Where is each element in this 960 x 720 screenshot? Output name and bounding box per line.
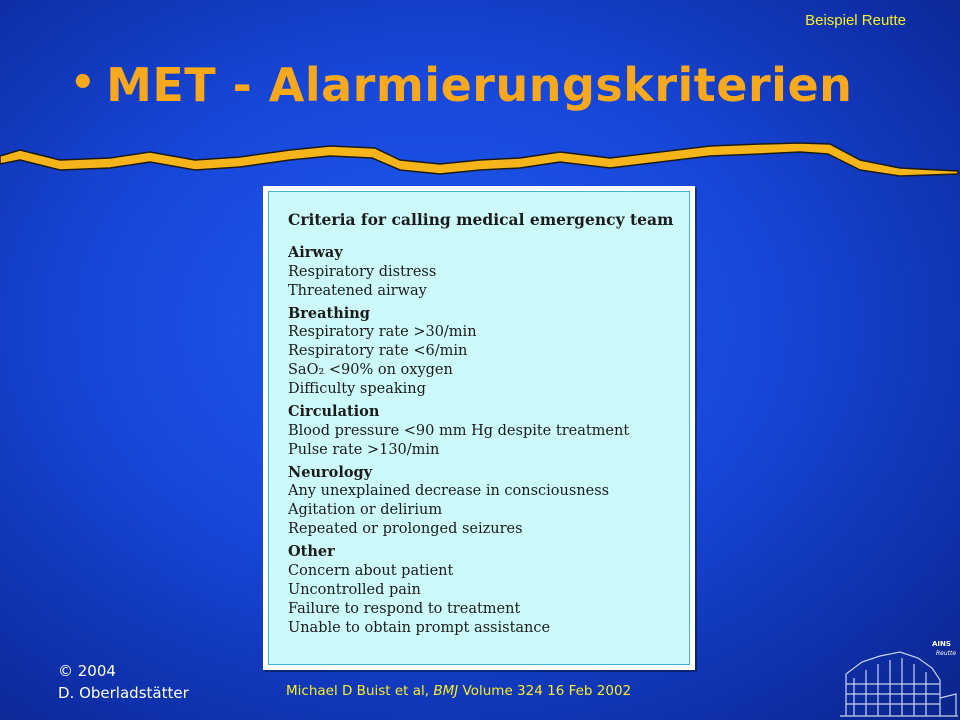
citation-suffix: Volume 324 16 Feb 2002 [458,683,632,699]
section-title: Neurology [288,463,373,481]
criteria-item: Agitation or delirium [288,502,443,518]
criteria-item: Concern about patient [288,562,454,579]
card-heading: Criteria for calling medical emergency team [288,210,674,229]
title-text: MET - Alarmierungskriterien [106,58,853,112]
criteria-item: Respiratory distress [288,263,437,280]
hospital-building-icon [840,634,958,718]
criteria-item: Repeated or prolonged seizures [288,521,523,537]
section-airway [288,244,689,301]
criteria-item: Any unexplained decrease in consciousness [288,483,610,499]
criteria-item: Respiratory rate >30/min [288,324,477,340]
criteria-item: Difficulty speaking [288,381,426,397]
criteria-card [263,186,695,670]
logo-text-reutte: Reutte [936,650,957,657]
title-bullet: • [70,60,97,106]
slide-title [70,58,852,112]
section-title: Other [288,543,335,560]
corner-label: Beispiel Reutte [805,12,906,29]
section-neurology [288,464,689,540]
author-name: D. Oberladstätter [58,684,189,702]
copyright-year: © 2004 [58,662,116,680]
section-title: Breathing [288,304,370,322]
criteria-item: Pulse rate >130/min [288,441,440,458]
section-title: Airway [288,244,343,261]
criteria-item: Unable to obtain prompt assistance [288,619,551,636]
citation-journal: BMJ [433,683,459,699]
criteria-item: Respiratory rate <6/min [288,343,468,359]
criteria-item: Blood pressure <90 mm Hg despite treatment [288,422,630,439]
citation [286,683,631,699]
footer-copyright-block [58,660,189,704]
section-other [288,543,689,638]
logo-text-ains: AINS [932,640,951,648]
criteria-item: Threatened airway [288,282,427,299]
criteria-card-inner [268,191,690,665]
citation-prefix: Michael D Buist et al, [286,683,434,699]
decorative-swoosh [0,138,960,182]
criteria-item: Uncontrolled pain [288,581,421,598]
section-circulation [288,403,689,460]
section-breathing [288,305,689,400]
criteria-item: SaO₂ <90% on oxygen [288,362,453,378]
criteria-item: Failure to respond to treatment [288,600,521,617]
section-title: Circulation [288,403,380,420]
